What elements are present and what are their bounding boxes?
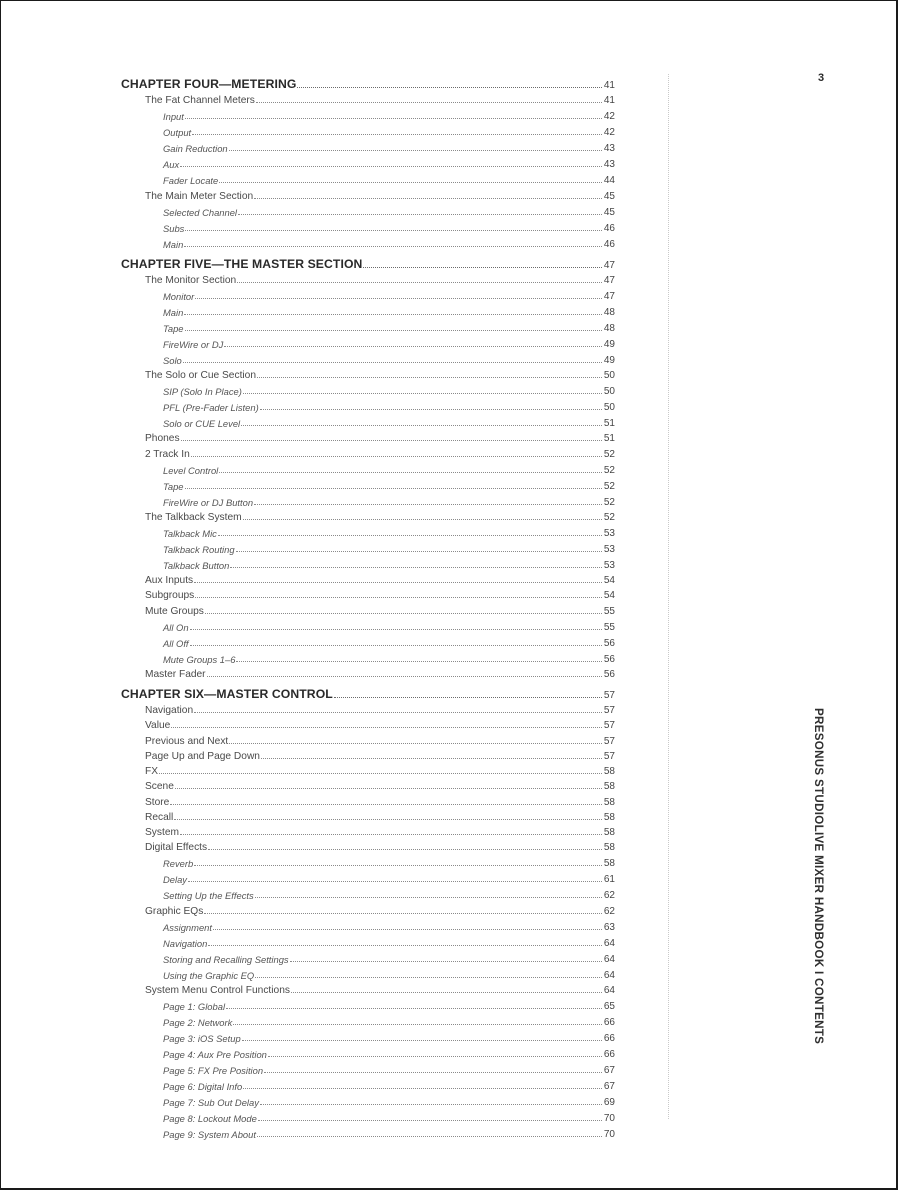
toc-entry-label: Page Up and Page Down [145, 750, 260, 762]
toc-subsection-entry[interactable] [121, 1044, 615, 1060]
toc-entry-label: Scene [145, 781, 174, 793]
dot-leader [255, 976, 602, 978]
dot-leader [190, 628, 602, 630]
dot-leader [195, 297, 602, 299]
dot-leader [243, 392, 602, 394]
dot-leader [237, 281, 602, 283]
toc-entry-label: 2 Track In [145, 448, 190, 460]
toc-subsection-entry[interactable] [121, 492, 615, 508]
toc-entry-page: 56 [603, 668, 615, 680]
toc-entry-label: Output [163, 127, 192, 139]
toc-entry-label: Page 9: System About [163, 1128, 256, 1140]
toc-section-entry[interactable] [121, 508, 615, 523]
toc-entry-label: Page 3: iOS Setup [163, 1032, 241, 1044]
toc-subsection-entry[interactable] [121, 302, 615, 318]
toc-section-entry[interactable] [121, 808, 615, 823]
dot-leader [243, 1087, 602, 1089]
toc-entry-page: 45 [603, 190, 615, 202]
toc-entry-page: 57 [603, 705, 615, 716]
toc-subsection-entry[interactable] [121, 350, 615, 366]
dot-leader [204, 912, 602, 914]
toc-subsection-entry[interactable] [121, 885, 615, 901]
toc-entry-page: 57 [603, 689, 615, 701]
toc-entry-label: Page 5: FX Pre Position [163, 1064, 264, 1076]
toc-entry-page: 58 [603, 858, 615, 870]
dot-leader [264, 1071, 602, 1073]
toc-entry-page: 52 [603, 496, 615, 508]
toc-subsection-entry[interactable] [121, 413, 615, 429]
column-divider [668, 74, 669, 1119]
toc-entry-page: 55 [603, 621, 615, 633]
toc-subsection-entry[interactable] [121, 917, 615, 933]
toc-entry-page: 57 [603, 750, 615, 762]
toc-subsection-entry[interactable] [121, 318, 615, 334]
toc-entry-page: 41 [603, 80, 615, 91]
toc-subsection-entry[interactable] [121, 1012, 615, 1028]
toc-entry-page: 51 [603, 433, 615, 445]
toc-entry-label: Digital Effects [145, 842, 208, 854]
toc-entry-page: 47 [603, 259, 615, 271]
toc-entry-page: 43 [603, 159, 615, 171]
toc-section-entry[interactable] [121, 823, 615, 838]
toc-entry-label: FireWire or DJ [163, 338, 224, 350]
toc-entry-label: Subs [163, 222, 185, 234]
dot-leader [184, 313, 602, 315]
toc-entry-page: 48 [603, 306, 615, 318]
toc-entry-page: 58 [603, 842, 615, 854]
toc-entry-label: Page 7: Sub Out Delay [163, 1096, 259, 1108]
toc-subsection-entry[interactable] [121, 933, 615, 949]
toc-subsection-entry[interactable] [121, 138, 615, 154]
toc-entry-page: 55 [603, 605, 615, 617]
toc-entry-page: 66 [603, 1032, 615, 1044]
dot-leader [254, 197, 602, 199]
toc-entry-page: 56 [603, 637, 615, 649]
toc-subsection-entry[interactable] [121, 617, 615, 633]
dot-leader [257, 1135, 602, 1137]
toc-entry-label: Main [163, 238, 184, 250]
toc-subsection-entry[interactable] [121, 397, 615, 413]
dot-leader [208, 944, 602, 946]
toc-section-entry[interactable] [121, 586, 615, 601]
dot-leader [185, 329, 602, 331]
dot-leader [297, 86, 601, 88]
dot-leader [218, 534, 602, 536]
dot-leader [195, 596, 602, 598]
toc-entry-page: 50 [603, 386, 615, 397]
dot-leader [208, 848, 602, 850]
dot-leader [236, 550, 602, 552]
toc-entry-label: FireWire or DJ Button [163, 496, 254, 508]
toc-subsection-entry[interactable] [121, 122, 615, 138]
running-title: PRESONUS STUDIOLIVE MIXER HANDBOOK I CONTENTS [812, 708, 825, 1045]
toc-section-entry[interactable] [121, 747, 615, 762]
toc-entry-page: 49 [603, 338, 615, 350]
toc-entry-page: 58 [603, 796, 615, 808]
toc-section-entry[interactable] [121, 731, 615, 746]
toc-subsection-entry[interactable] [121, 965, 615, 981]
toc-entry-label: Store [145, 796, 170, 808]
toc-entry-label: Page 4: Aux Pre Position [163, 1048, 267, 1060]
toc-chapter-entry[interactable] [121, 252, 615, 271]
toc-entry-page: 42 [603, 127, 615, 139]
dot-leader [192, 133, 602, 135]
toc-entry-label: Selected Channel [163, 206, 238, 218]
toc-subsection-entry[interactable] [121, 286, 615, 302]
toc-entry-page: 53 [603, 543, 615, 555]
toc-subsection-entry[interactable] [121, 949, 615, 965]
toc-entry-label: SIP (Solo In Place) [163, 386, 242, 397]
toc-subsection-entry[interactable] [121, 460, 615, 476]
dot-leader [190, 644, 602, 646]
toc-subsection-entry[interactable] [121, 1060, 615, 1076]
toc-entry-label: Recall [145, 811, 174, 823]
toc-section-entry[interactable] [121, 271, 615, 286]
dot-leader [363, 266, 601, 268]
toc-subsection-entry[interactable] [121, 633, 615, 649]
toc-section-entry[interactable] [121, 701, 615, 716]
toc-entry-label: Navigation [163, 937, 208, 949]
toc-entry-page: 69 [603, 1096, 615, 1108]
dot-leader [181, 439, 602, 441]
toc-entry-page: 50 [603, 402, 615, 413]
toc-entry-page: 52 [603, 480, 615, 492]
toc-entry-label: The Solo or Cue Section [145, 370, 256, 381]
toc-entry-label: Talkback Routing [163, 543, 235, 555]
toc-entry-label: CHAPTER FIVE—THE MASTER SECTION [121, 256, 363, 271]
toc-entry-label: Mute Groups 1–6 [163, 653, 236, 665]
dot-leader [291, 991, 602, 993]
toc-entry-label: Aux [163, 159, 180, 171]
toc-subsection-entry[interactable] [121, 170, 615, 186]
toc-subsection-entry[interactable] [121, 1108, 615, 1124]
toc-entry-label: All Off [163, 637, 189, 649]
toc-entry-page: 48 [603, 322, 615, 334]
toc-entry-label: CHAPTER FOUR—METERING [121, 77, 297, 91]
toc-entry-label: Page 6: Digital Info [163, 1080, 243, 1092]
toc-entry-label: Page 1: Global [163, 1000, 226, 1012]
toc-entry-label: Fader Locate [163, 175, 219, 187]
toc-entry-label: Navigation [145, 705, 194, 716]
dot-leader [213, 928, 602, 930]
dot-leader [188, 880, 602, 882]
toc-entry-page: 64 [603, 984, 615, 996]
toc-entry-label: The Monitor Section [145, 274, 237, 286]
toc-section-entry[interactable] [121, 429, 615, 444]
dot-leader [185, 487, 602, 489]
toc-entry-page: 47 [603, 290, 615, 302]
toc-entry-label: The Fat Channel Meters [145, 95, 255, 107]
dot-leader [205, 612, 602, 614]
dot-leader [219, 471, 602, 473]
dot-leader [184, 245, 602, 247]
toc-entry-label: Phones [145, 433, 180, 445]
toc-entry-page: 64 [603, 953, 615, 965]
toc-entry-label: Page 2: Network [163, 1016, 233, 1028]
dot-leader [191, 455, 602, 457]
toc-entry-page: 44 [603, 175, 615, 187]
toc-entry-page: 58 [603, 811, 615, 823]
toc-entry-page: 67 [603, 1064, 615, 1076]
toc-section-entry[interactable] [121, 366, 615, 381]
dot-leader [257, 376, 602, 378]
toc-section-entry[interactable] [121, 444, 615, 459]
dot-leader [229, 742, 602, 744]
toc-subsection-entry[interactable] [121, 476, 615, 492]
toc-subsection-entry[interactable] [121, 381, 615, 397]
dot-leader [159, 772, 602, 774]
toc-entry-label: Gain Reduction [163, 143, 228, 155]
toc-entry-label: Solo [163, 354, 182, 366]
toc-entry-page: 58 [603, 781, 615, 793]
toc-entry-label: The Talkback System [145, 511, 242, 523]
dot-leader [183, 361, 602, 363]
toc-subsection-entry[interactable] [121, 869, 615, 885]
toc-section-entry[interactable] [121, 838, 615, 853]
toc-entry-label: Reverb [163, 858, 194, 870]
dot-leader [255, 896, 602, 898]
toc-section-entry[interactable] [121, 91, 615, 106]
dot-leader [224, 345, 602, 347]
dot-leader [254, 503, 602, 505]
toc-entry-label: All On [163, 621, 189, 633]
toc-entry-page: 47 [603, 274, 615, 286]
toc-entry-label: Setting Up the Effects [163, 890, 254, 902]
toc-entry-page: 49 [603, 354, 615, 366]
toc-entry-page: 57 [603, 720, 615, 732]
toc-entry-page: 41 [603, 95, 615, 107]
dot-leader [219, 181, 602, 183]
toc-entry-page: 46 [603, 222, 615, 234]
toc-subsection-entry[interactable] [121, 1028, 615, 1044]
toc-entry-label: Assignment [163, 921, 212, 933]
toc-entry-page: 56 [603, 653, 615, 665]
toc-subsection-entry[interactable] [121, 202, 615, 218]
toc-entry-label: Monitor [163, 290, 195, 302]
toc-entry-page: 65 [603, 1000, 615, 1012]
table-of-contents [121, 70, 615, 1140]
toc-section-entry[interactable] [121, 792, 615, 807]
toc-section-entry[interactable] [121, 981, 615, 996]
toc-section-entry[interactable] [121, 716, 615, 731]
toc-entry-label: Mute Groups [145, 605, 204, 617]
toc-entry-page: 51 [603, 418, 615, 429]
toc-entry-label: FX [145, 766, 159, 777]
toc-subsection-entry[interactable] [121, 555, 615, 571]
toc-entry-page: 66 [603, 1016, 615, 1028]
toc-section-entry[interactable] [121, 901, 615, 916]
toc-entry-page: 43 [603, 143, 615, 155]
dot-leader [290, 960, 602, 962]
toc-subsection-entry[interactable] [121, 996, 615, 1012]
dot-leader [226, 1007, 602, 1009]
toc-subsection-entry[interactable] [121, 1124, 615, 1140]
toc-entry-label: Master Fader [145, 668, 206, 680]
toc-entry-page: 62 [603, 905, 615, 917]
toc-entry-page: 42 [603, 111, 615, 123]
dot-leader [194, 581, 602, 583]
toc-entry-label: Main [163, 306, 184, 318]
toc-section-entry[interactable] [121, 777, 615, 792]
toc-entry-page: 66 [603, 1048, 615, 1060]
toc-subsection-entry[interactable] [121, 154, 615, 170]
dot-leader [175, 787, 602, 789]
toc-entry-label: Using the Graphic EQ [163, 969, 255, 981]
dot-leader [180, 165, 602, 167]
toc-entry-label: Tape [163, 480, 184, 492]
dot-leader [194, 864, 602, 866]
toc-entry-page: 58 [603, 827, 615, 838]
toc-entry-label: Input [163, 111, 184, 123]
toc-entry-page: 61 [603, 874, 615, 886]
dot-leader [258, 1119, 602, 1121]
toc-entry-label: System [145, 827, 179, 838]
toc-entry-page: 50 [603, 370, 615, 381]
toc-entry-page: 62 [603, 890, 615, 902]
toc-entry-page: 67 [603, 1080, 615, 1092]
toc-entry-page: 45 [603, 206, 615, 218]
toc-section-entry[interactable] [121, 571, 615, 586]
toc-entry-label: Graphic EQs [145, 905, 204, 917]
toc-section-entry[interactable] [121, 665, 615, 680]
dot-leader [261, 757, 602, 759]
dot-leader [180, 833, 602, 835]
dot-leader [170, 803, 602, 805]
toc-entry-page: 64 [603, 937, 615, 949]
toc-entry-label: Value [145, 720, 171, 732]
toc-chapter-entry[interactable] [121, 682, 615, 701]
dot-leader [260, 408, 602, 410]
toc-entry-page: 46 [603, 238, 615, 250]
toc-entry-page: 52 [603, 511, 615, 523]
dot-leader [233, 1023, 602, 1025]
dot-leader [185, 229, 602, 231]
dot-leader [260, 1103, 602, 1105]
toc-entry-page: 70 [603, 1112, 615, 1124]
toc-subsection-entry[interactable] [121, 649, 615, 665]
dot-leader [236, 660, 601, 662]
page-number: 3 [818, 72, 825, 84]
toc-subsection-entry[interactable] [121, 106, 615, 122]
toc-section-entry[interactable] [121, 186, 615, 201]
toc-entry-label: Solo or CUE Level [163, 418, 241, 429]
toc-entry-page: 53 [603, 527, 615, 539]
toc-entry-label: PFL (Pre-Fader Listen) [163, 402, 259, 413]
toc-entry-label: Talkback Mic [163, 527, 217, 539]
dot-leader [256, 101, 602, 103]
dot-leader [241, 424, 602, 426]
toc-section-entry[interactable] [121, 601, 615, 616]
toc-entry-page: 52 [603, 448, 615, 460]
toc-entry-page: 54 [603, 590, 615, 602]
toc-entry-label: Delay [163, 874, 187, 886]
toc-entry-label: Tape [163, 322, 184, 334]
toc-section-entry[interactable] [121, 762, 615, 777]
dot-leader [207, 675, 602, 677]
dot-leader [174, 818, 602, 820]
toc-entry-page: 58 [603, 766, 615, 777]
toc-entry-label: Previous and Next [145, 735, 229, 747]
toc-subsection-entry[interactable] [121, 539, 615, 555]
toc-subsection-entry[interactable] [121, 853, 615, 869]
toc-entry-page: 57 [603, 735, 615, 747]
toc-entry-page: 54 [603, 575, 615, 586]
toc-entry-label: Subgroups [145, 590, 195, 602]
toc-entry-label: The Main Meter Section [145, 190, 254, 202]
dot-leader [194, 711, 602, 713]
toc-subsection-entry[interactable] [121, 1092, 615, 1108]
dot-leader [230, 566, 602, 568]
toc-entry-page: 64 [603, 969, 615, 981]
toc-entry-label: System Menu Control Functions [145, 984, 290, 996]
toc-entry-label: Aux Inputs [145, 575, 194, 586]
dot-leader [268, 1055, 602, 1057]
toc-entry-page: 52 [603, 464, 615, 476]
dot-leader [238, 213, 602, 215]
toc-subsection-entry[interactable] [121, 523, 615, 539]
dot-leader [229, 149, 602, 151]
toc-entry-label: Level Control [163, 464, 219, 476]
toc-chapter-entry[interactable] [121, 72, 615, 91]
toc-entry-label: Talkback Button [163, 559, 230, 571]
toc-entry-label: Storing and Recalling Settings [163, 953, 289, 965]
toc-entry-page: 53 [603, 559, 615, 571]
toc-entry-page: 70 [603, 1128, 615, 1140]
toc-entry-page: 63 [603, 921, 615, 933]
dot-leader [243, 518, 602, 520]
toc-subsection-entry[interactable] [121, 1076, 615, 1092]
toc-entry-label: CHAPTER SIX—MASTER CONTROL [121, 686, 333, 701]
dot-leader [185, 117, 602, 119]
toc-subsection-entry[interactable] [121, 334, 615, 350]
dot-leader [242, 1039, 602, 1041]
dot-leader [171, 726, 602, 728]
dot-leader [334, 696, 602, 698]
toc-entry-label: Page 8: Lockout Mode [163, 1112, 257, 1124]
toc-subsection-entry[interactable] [121, 218, 615, 234]
toc-subsection-entry[interactable] [121, 234, 615, 250]
